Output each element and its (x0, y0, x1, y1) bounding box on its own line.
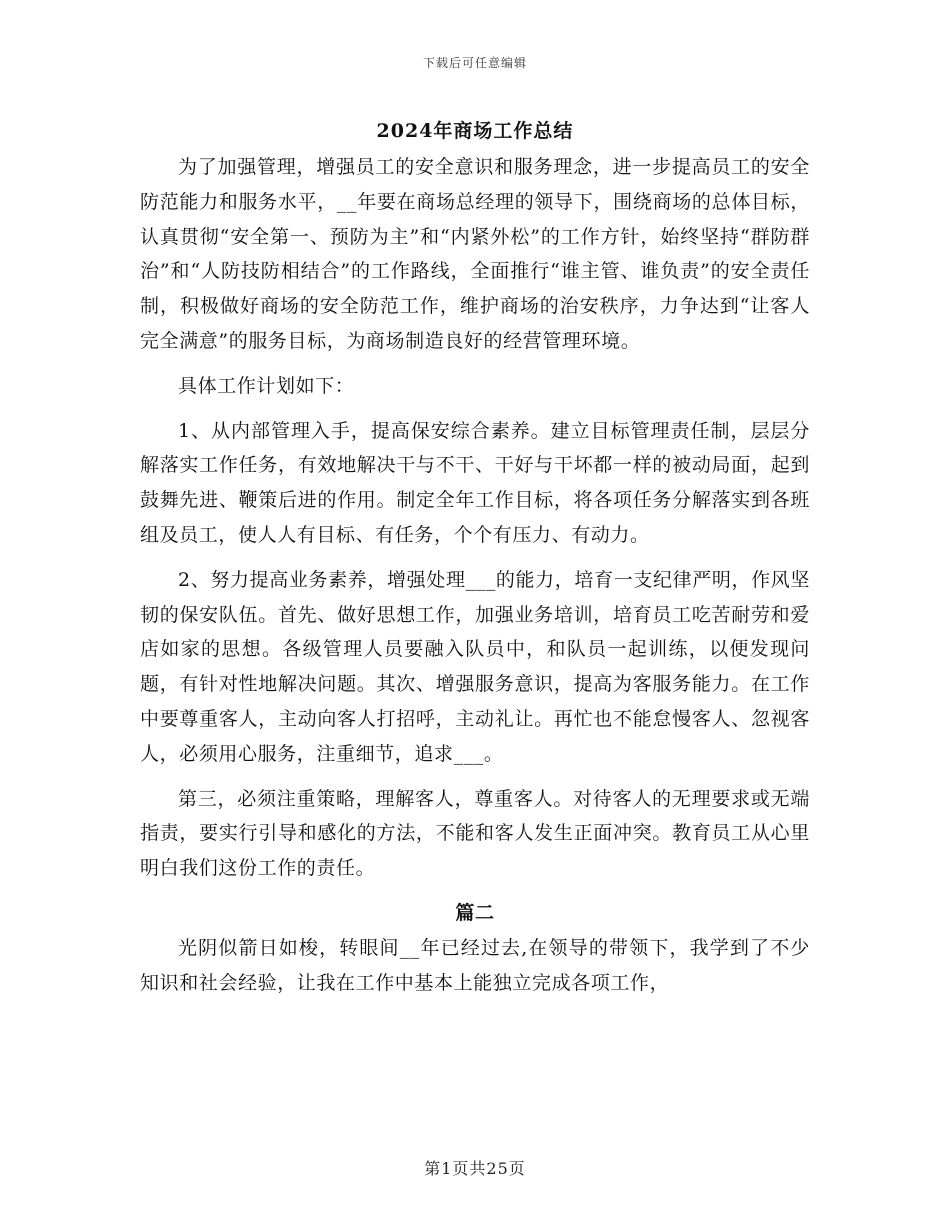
paragraph-plan-intro: 具体工作计划如下： (178, 374, 355, 397)
paragraph-section-2: 光阴似箭日如梭，转眼间__年已经过去,在领导的带领下，我学到了不少知识和社会经验，让我在工作中基本上能独立完成各项工作， (140, 936, 810, 994)
page-header-note: 下载后可任意编辑 (422, 56, 527, 70)
paragraph-item-3: 第三，必须注重策略，理解客人，尊重客人。对待客人的无理要求或无端指责，要实行引导和感化的方法，不能和客人发生正面冲突。教育员工从心里明白我们这份工作的责任。 (140, 787, 810, 880)
paragraph-intro: 为了加强管理，增强员工的安全意识和服务理念，进一步提高员工的安全防范能力和服务水平，__年要在商场总经理的领导下，围绕商场的总体目标，认真贯彻“安全第一、预防为主”和“内紧外松”的工作方针，始终坚持“群防群治”和“人防技防相结合”的工作路线，全面推行“谁主管、谁负责”的安全责任制，积极做好商场的安全防范工作，维护商场的治安秩序，力争达到“让客人完全满意”的服务目标，为商场制造良好的经营管理环境。 (140, 156, 810, 352)
page-number: 第1页共25页 (424, 1159, 526, 1178)
paragraph-item-1: 1、从内部管理入手，提高保安综合素养。建立目标管理责任制，层层分解落实工作任务，有效地解决干与不干、干好与干坏都一样的被动局面，起到鼓舞先进、鞭策后进的作用。制定全年工作目标，将各项任务分解落实到各班组及员工，使人人有目标、有任务，个个有压力、有动力。 (140, 419, 810, 546)
section-heading-2: 篇二 (455, 901, 495, 924)
paragraph-item-2: 2、努力提高业务素养，增强处理___的能力，培育一支纪律严明，作风坚韧的保安队伍。首先、做好思想工作，加强业务培训，培育员工吃苦耐劳和爱店如家的思想。各级管理人员要融入队员中，和队员一起训练，以便发现问题，有针对性地解决问题。其次、增强服务意识，提高为客服务能力。在工作中要尊重客人，主动向客人打招呼，主动礼让。再忙也不能怠慢客人、忽视客人，必须用心服务，注重细节，追求___。 (140, 568, 810, 765)
document-body (140, 150, 810, 1000)
document-title: 2024年商场工作总结 (376, 120, 574, 142)
